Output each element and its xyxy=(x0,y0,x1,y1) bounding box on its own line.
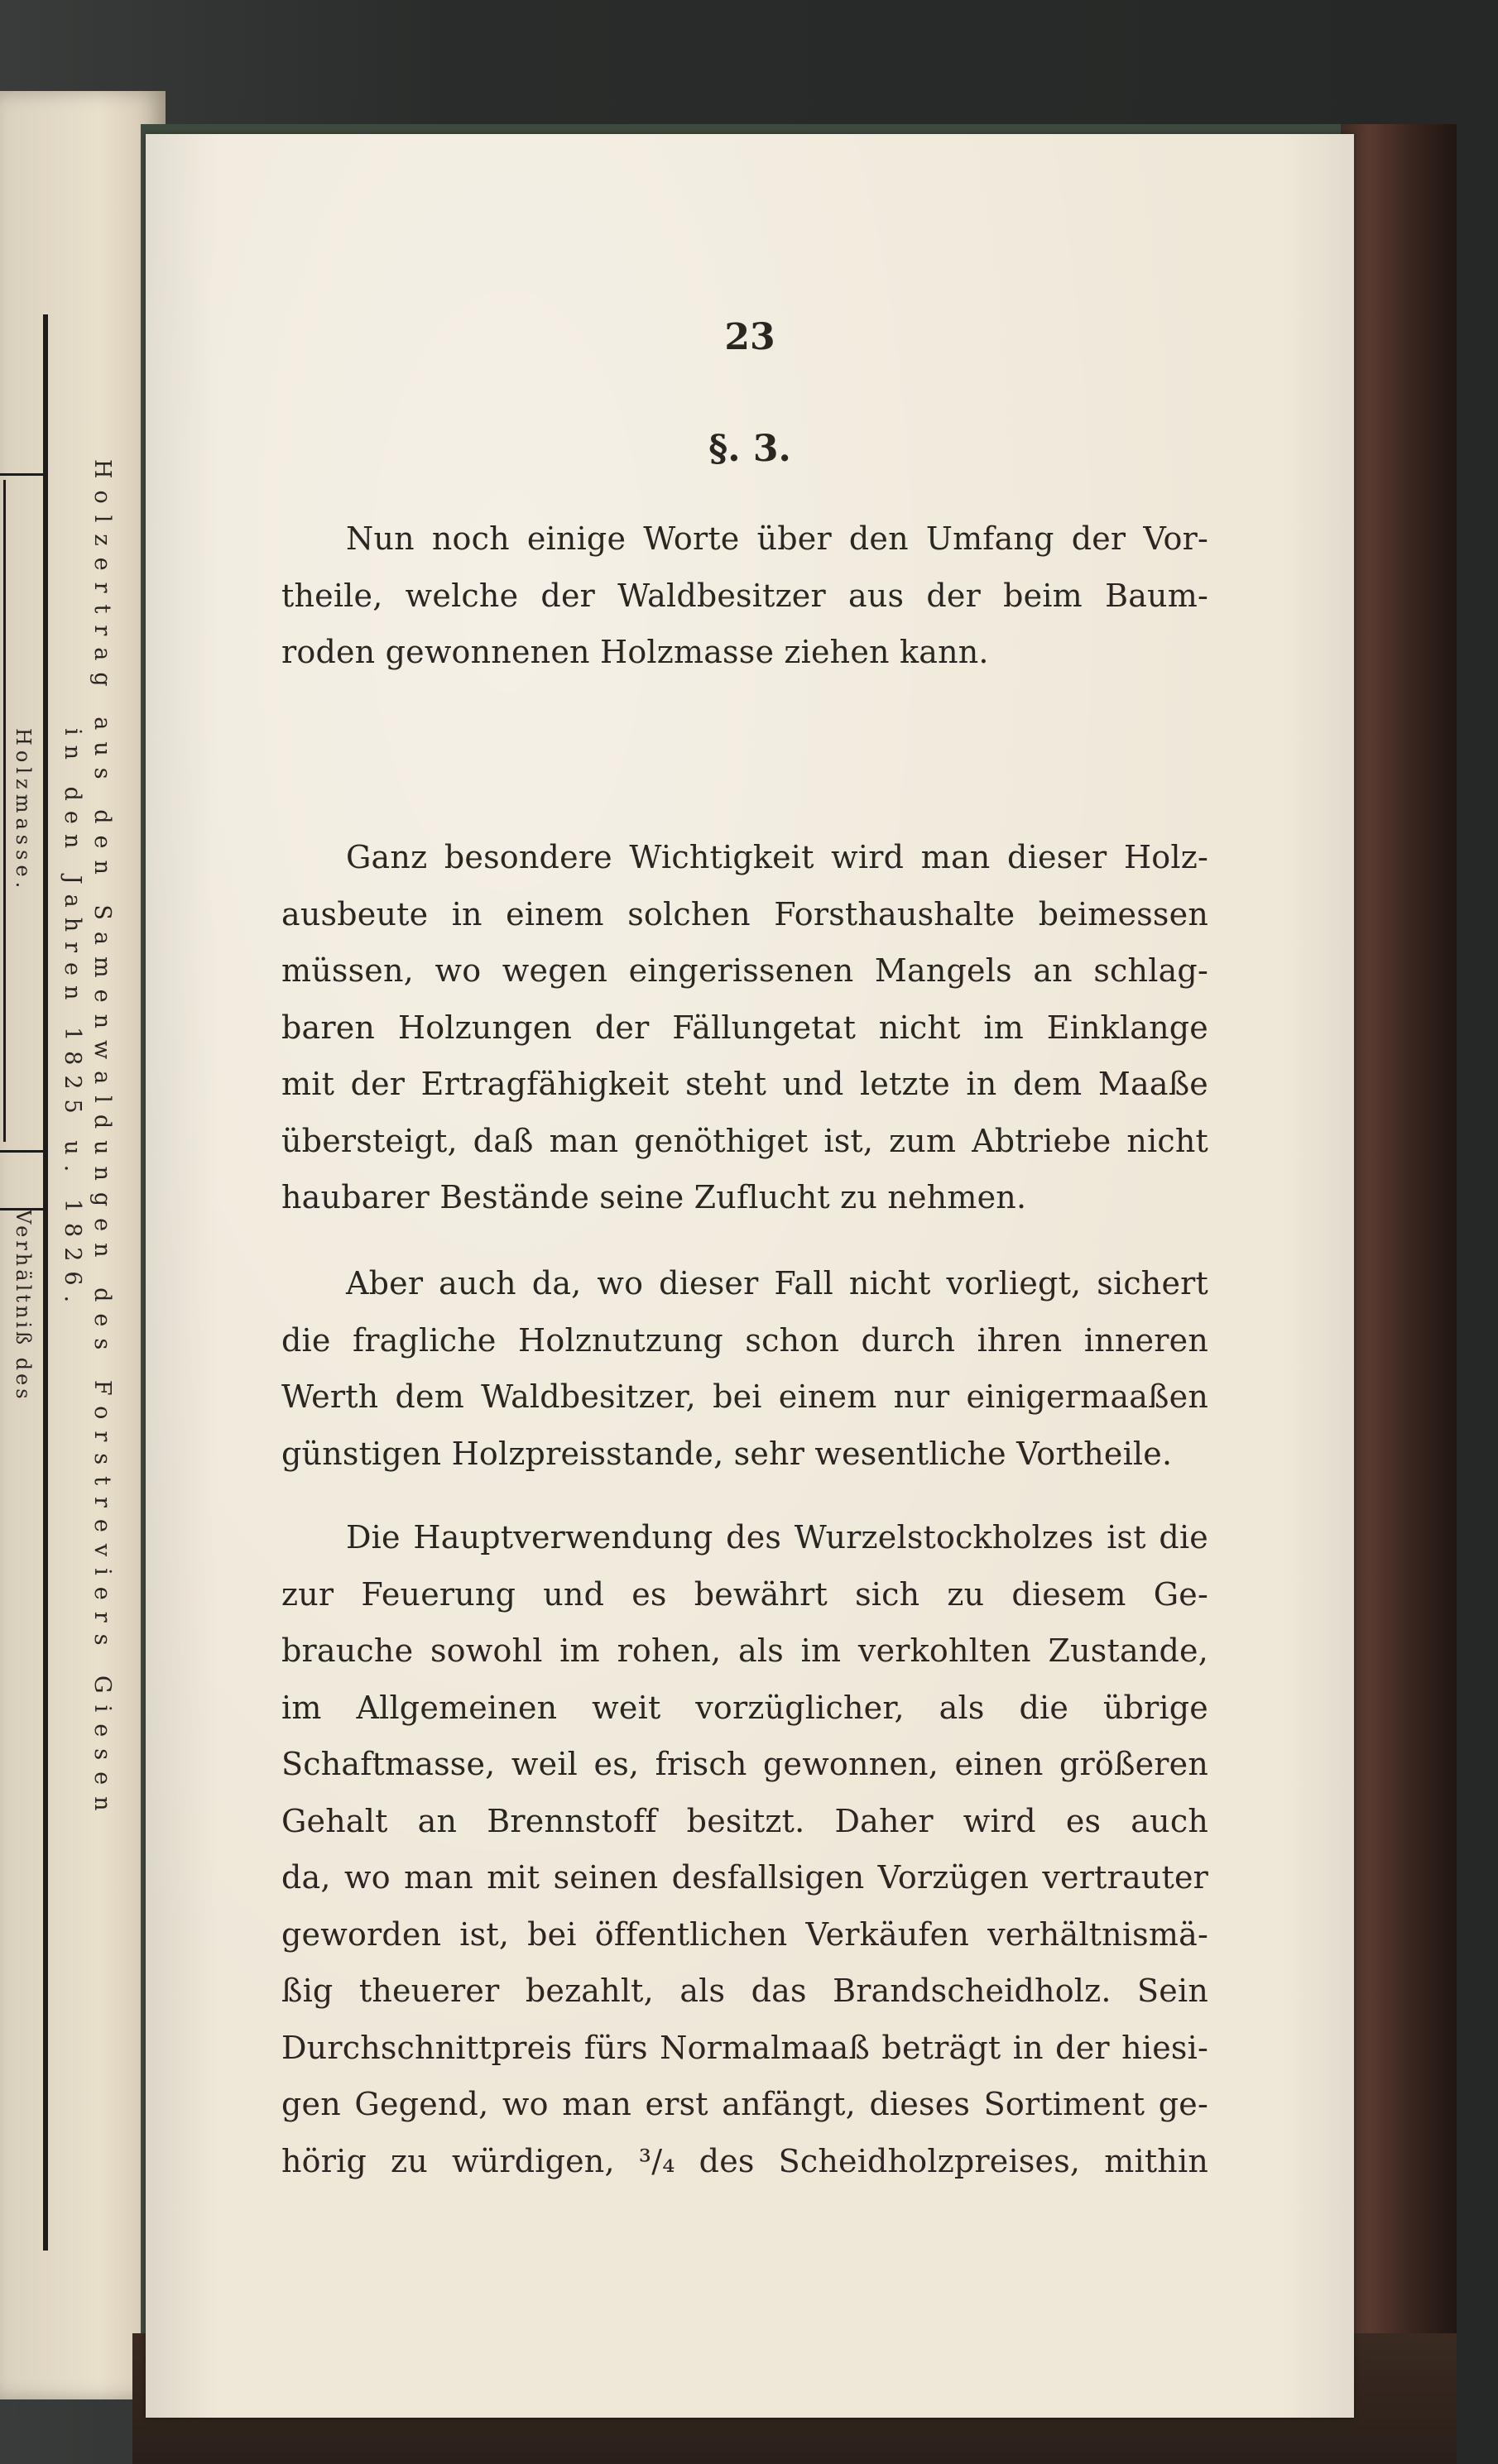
text-line: mit der Ertragfähigkeit steht und letzte in dem Maaße xyxy=(281,1066,1208,1102)
text-line: Aber auch da, wo dieser Fall nicht vorliegt, sichert xyxy=(346,1265,1208,1302)
text-line: roden gewonnenen Holzmasse ziehen kann. xyxy=(281,634,989,670)
section-heading: §. 3. xyxy=(708,428,791,470)
text-line: Ganz besondere Wichtigkeit wird man dieser Holz- xyxy=(346,839,1208,875)
text-line: übersteigt, daß man genöthiget ist, zum Abtriebe nicht xyxy=(281,1122,1208,1159)
table-rule-top xyxy=(0,473,46,476)
text-line: müssen, wo wegen eingerissenen Mangels an schlag- xyxy=(281,952,1208,989)
text-line: gen Gegend, wo man erst anfängt, dieses Sortiment ge- xyxy=(281,2086,1208,2122)
table-border-inner xyxy=(3,480,6,1142)
text-line: die fragliche Holznutzung schon durch ihren inneren xyxy=(281,1321,1208,1359)
paragraph-4 xyxy=(281,1509,1208,2189)
text-line: hörig zu würdigen, ³/₄ des Scheidholzpreises, mithin xyxy=(281,2142,1208,2179)
paragraph-1 xyxy=(281,511,1208,681)
table-header-verhaeltnis: Verhältniß des xyxy=(12,1210,35,1402)
table-border-left xyxy=(43,314,48,2251)
text-line: Schaftmasse, weil es, frisch gewonnen, einen größeren xyxy=(281,1746,1208,1782)
table-title-line2: in den Jahren 1825 u. 1826. xyxy=(60,728,85,1313)
text-line: günstigen Holzpreisstande, sehr wesentliche Vortheile. xyxy=(281,1435,1173,1472)
text-line: theile, welche der Waldbesitzer aus der beim Baum- xyxy=(281,577,1208,614)
text-line: Durchschnittpreis fürs Normalmaaß beträgt in der hiesi- xyxy=(281,2029,1208,2066)
table-rule-mid2 xyxy=(0,1150,46,1153)
text-line: geworden ist, bei öffentlichen Verkäufen verhältnismä- xyxy=(281,1915,1208,1953)
text-line: Nun noch einige Worte über den Umfang der Vor- xyxy=(346,520,1208,557)
paragraph-3 xyxy=(281,1255,1208,1482)
text-line: haubarer Bestände seine Zuflucht zu nehmen. xyxy=(281,1179,1027,1215)
text-line: baren Holzungen der Fällungetat nicht im Einklange xyxy=(281,1009,1208,1046)
text-line: ßig theuerer bezahlt, als das Brandscheidholz. Sein xyxy=(281,1973,1208,2009)
text-line: Die Hauptverwendung des Wurzelstockholzes ist die xyxy=(346,1519,1208,1556)
paragraph-2 xyxy=(281,829,1208,1226)
page-number: 23 xyxy=(724,316,775,358)
cover-edge-right xyxy=(1341,124,1457,2457)
text-line: im Allgemeinen weit vorzüglicher, als die übrige xyxy=(281,1689,1208,1726)
text-line: da, wo man mit seinen desfallsigen Vorzügen vertrauter xyxy=(281,1859,1208,1896)
text-line: zur Feuerung und es bewährt sich zu diesem Ge- xyxy=(281,1575,1208,1613)
book-page xyxy=(146,134,1354,2418)
table-title-line1: Holzertrag aus den Samenwaldungen des Forstreviers Giesen xyxy=(89,459,115,1823)
text-line: brauche sowohl im rohen, als im verkohlten Zustande, xyxy=(281,1632,1208,1669)
text-line: ausbeute in einem solchen Forsthaushalte beimessen xyxy=(281,895,1208,932)
table-header-holzmasse: Holzmasse. xyxy=(12,728,35,894)
text-line: Werth dem Waldbesitzer, bei einem nur einigermaaßen xyxy=(281,1378,1208,1415)
text-line: Gehalt an Brennstoff besitzt. Daher wird es auch xyxy=(281,1802,1208,1839)
